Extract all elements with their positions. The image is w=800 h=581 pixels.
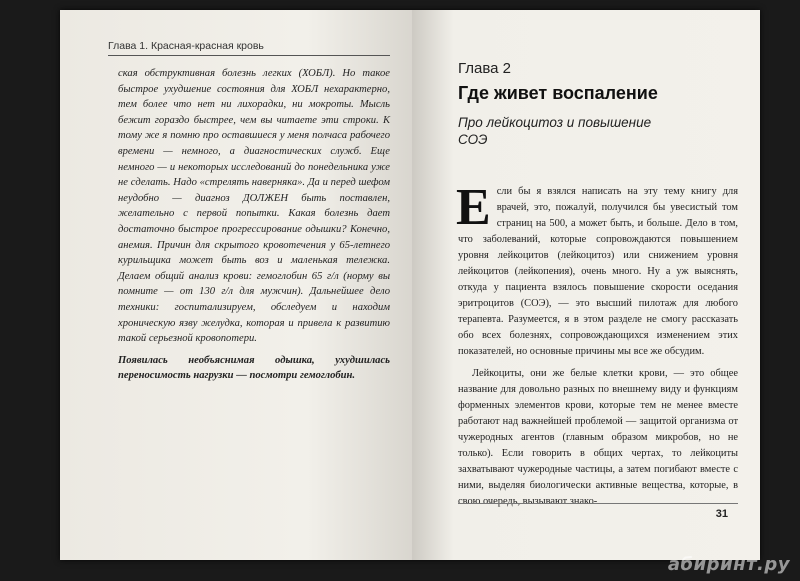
left-page bbox=[60, 10, 412, 560]
watermark: абиринт.ру bbox=[667, 554, 790, 575]
key-takeaway: Появилась необъяснимая одышка, ухудшилась переносимость нагрузки — посмотри гемоглобин. bbox=[118, 354, 390, 382]
chapter-title: Где живет воспаление bbox=[458, 83, 658, 103]
running-head: Глава 1. Красная-красная кровь bbox=[108, 40, 390, 56]
left-page-body bbox=[118, 66, 390, 384]
right-page-body bbox=[456, 179, 738, 510]
first-paragraph-text: сли бы я взялся написать на эту тему книгу для врачей, это, пожалуй, получился бы увесистый том страниц на 500, а может быть, и больше. Дело в том, что заболеваний, которые сопровождаются повышением уровня лейкоцитов (лейкоцитоз) или снижением уровня лейкоцитов (лейкопения), очень много. Ну а уж выяснять, откуда у пациента взялось повышение скорости оседания эритроцитов (СОЭ), — это высший пилотаж для любого терапевта. Разумеется, я в этом разделе не смогу рассказать обо всех болезнях, сопровождающихся изменением этих показателей, но основные причины мы все же обсудим. bbox=[458, 186, 738, 357]
first-paragraph bbox=[456, 179, 738, 360]
second-paragraph: Лейкоциты, они же белые клетки крови, — это общее название для довольно разных по внешнему виду и функциям форменных элементов крови, которые тем не менее вместе работают над важнейшей проблемой — защитой организма от чужеродных агентов (главным образом микробов, но не только). Если говорить в общих чертах, то лейкоциты захватывают чужеродные частицы, а затем погибают вместе с ними, выделяя биологически активные вещества, которые, в свою очередь, вызывают знако- bbox=[458, 368, 738, 507]
page-number: 31 bbox=[715, 508, 728, 520]
book-spread bbox=[60, 10, 760, 560]
right-page bbox=[412, 10, 760, 560]
chapter-subtitle: Про лейкоцитоз и повышение СОЭ bbox=[458, 115, 652, 147]
drop-cap: Е bbox=[456, 179, 491, 236]
folio-divider bbox=[458, 503, 738, 504]
body-paragraph: ская обструктивная болезнь легких (ХОБЛ). Но такое быстрое ухудшение состояния для ХОБЛ нехарактерно, тем более что нет ни лихорадки, ни мокроты. Мысль бежит гораздо быстрее, чем вы читаете эти строки. К тому же я помню про оставшиеся у меня полчаса рабочего времени — немного, а диагностических служб. Еще немного — и некоторых исследований до понедельника уже не сделать. Надо «стрелять наверняка». Да и перед шефом неудобно — диагноз ДОЛЖЕН быть поставлен, желательно с первой попытки. Какая болезнь дает достаточно быстрое прогрессирование одышки? Конечно, анемия. Причин для скрытого кровотечения у 65-летнего курильщика может быть воз и маленькая тележка. Делаем общий анализ крови: гемоглобин 65 г/л (норму вы помните — от 130 г/л для мужчин). Дальнейшее дело техники: госпитализируем, обследуем и находим хроническую язву желудка, которая и привела к развитию такой серьезной кровопотери. bbox=[118, 68, 390, 345]
chapter-label: Глава 2 bbox=[458, 60, 512, 77]
